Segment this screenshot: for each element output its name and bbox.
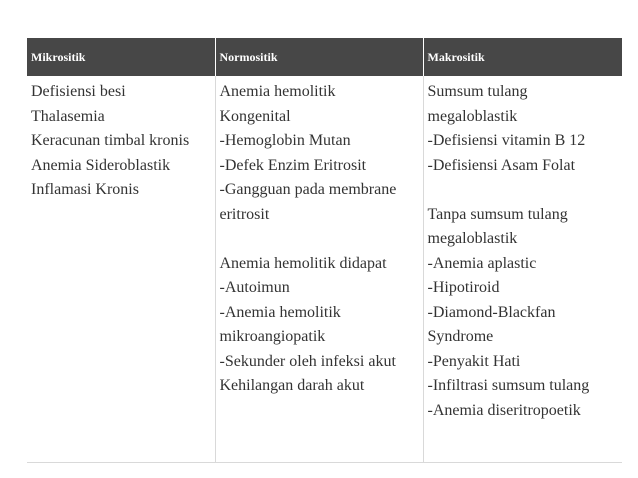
- header-normositik: Normositik: [215, 38, 423, 76]
- list-item: -Anemia hemolitik: [219, 303, 341, 321]
- list-item: Anemia hemolitik: [219, 83, 336, 100]
- list-item: Inflamasi Kronis: [31, 181, 139, 198]
- list-item: -Defisiensi vitamin B 12: [427, 132, 586, 149]
- list-item: -Gangguan pada membrane: [219, 181, 397, 198]
- list-item: -Defisiensi Asam Folat: [427, 156, 576, 174]
- table-row: [27, 76, 622, 462]
- list-item: -Diamond-Blackfan: [427, 303, 556, 321]
- list-item: -Sekunder oleh infeksi akut: [219, 352, 396, 370]
- list-item: -Infiltrasi sumsum tulang: [427, 377, 590, 394]
- list-item: -Hipotiroid: [427, 279, 500, 296]
- list-item: megaloblastik: [427, 230, 518, 247]
- list-item: Defisiensi besi: [31, 83, 126, 100]
- cell-makrositik: [423, 76, 622, 462]
- list-item: Tanpa sumsum tulang: [427, 205, 568, 223]
- list-item: Keracunan timbal kronis: [31, 132, 190, 149]
- list-item: [220, 227, 423, 252]
- list-item: mikroangiopatik: [219, 328, 326, 345]
- list-item: eritrosit: [219, 205, 270, 223]
- list-item: -Defek Enzim Eritrosit: [219, 156, 367, 174]
- list-item: -Hemoglobin Mutan: [219, 132, 351, 149]
- header-mikrositik: Mikrositik: [27, 38, 215, 76]
- header-row: [27, 38, 622, 76]
- list-item: [428, 178, 623, 203]
- list-item: Kehilangan darah akut: [219, 377, 365, 394]
- list-item: -Autoimun: [219, 279, 290, 296]
- table-header: [27, 38, 622, 76]
- list-item: Anemia hemolitik didapat: [219, 254, 387, 272]
- list-item: Anemia Sideroblastik: [31, 156, 171, 174]
- cell-normositik: [215, 76, 423, 462]
- list-item: -Anemia aplastic: [427, 254, 537, 272]
- list-item: Kongenital: [219, 107, 291, 125]
- cell-mikrositik: [27, 76, 215, 462]
- list-item: Syndrome: [427, 328, 494, 345]
- list-item: Sumsum tulang: [427, 83, 528, 100]
- header-makrositik: Makrositik: [423, 38, 622, 76]
- table-body: [27, 76, 622, 462]
- list-item: -Penyakit Hati: [427, 352, 521, 370]
- list-item: megaloblastik: [427, 107, 518, 125]
- anemia-classification-table: [27, 38, 622, 463]
- list-item: -Anemia diseritropoetik: [427, 401, 581, 419]
- list-item: Thalasemia: [31, 107, 105, 125]
